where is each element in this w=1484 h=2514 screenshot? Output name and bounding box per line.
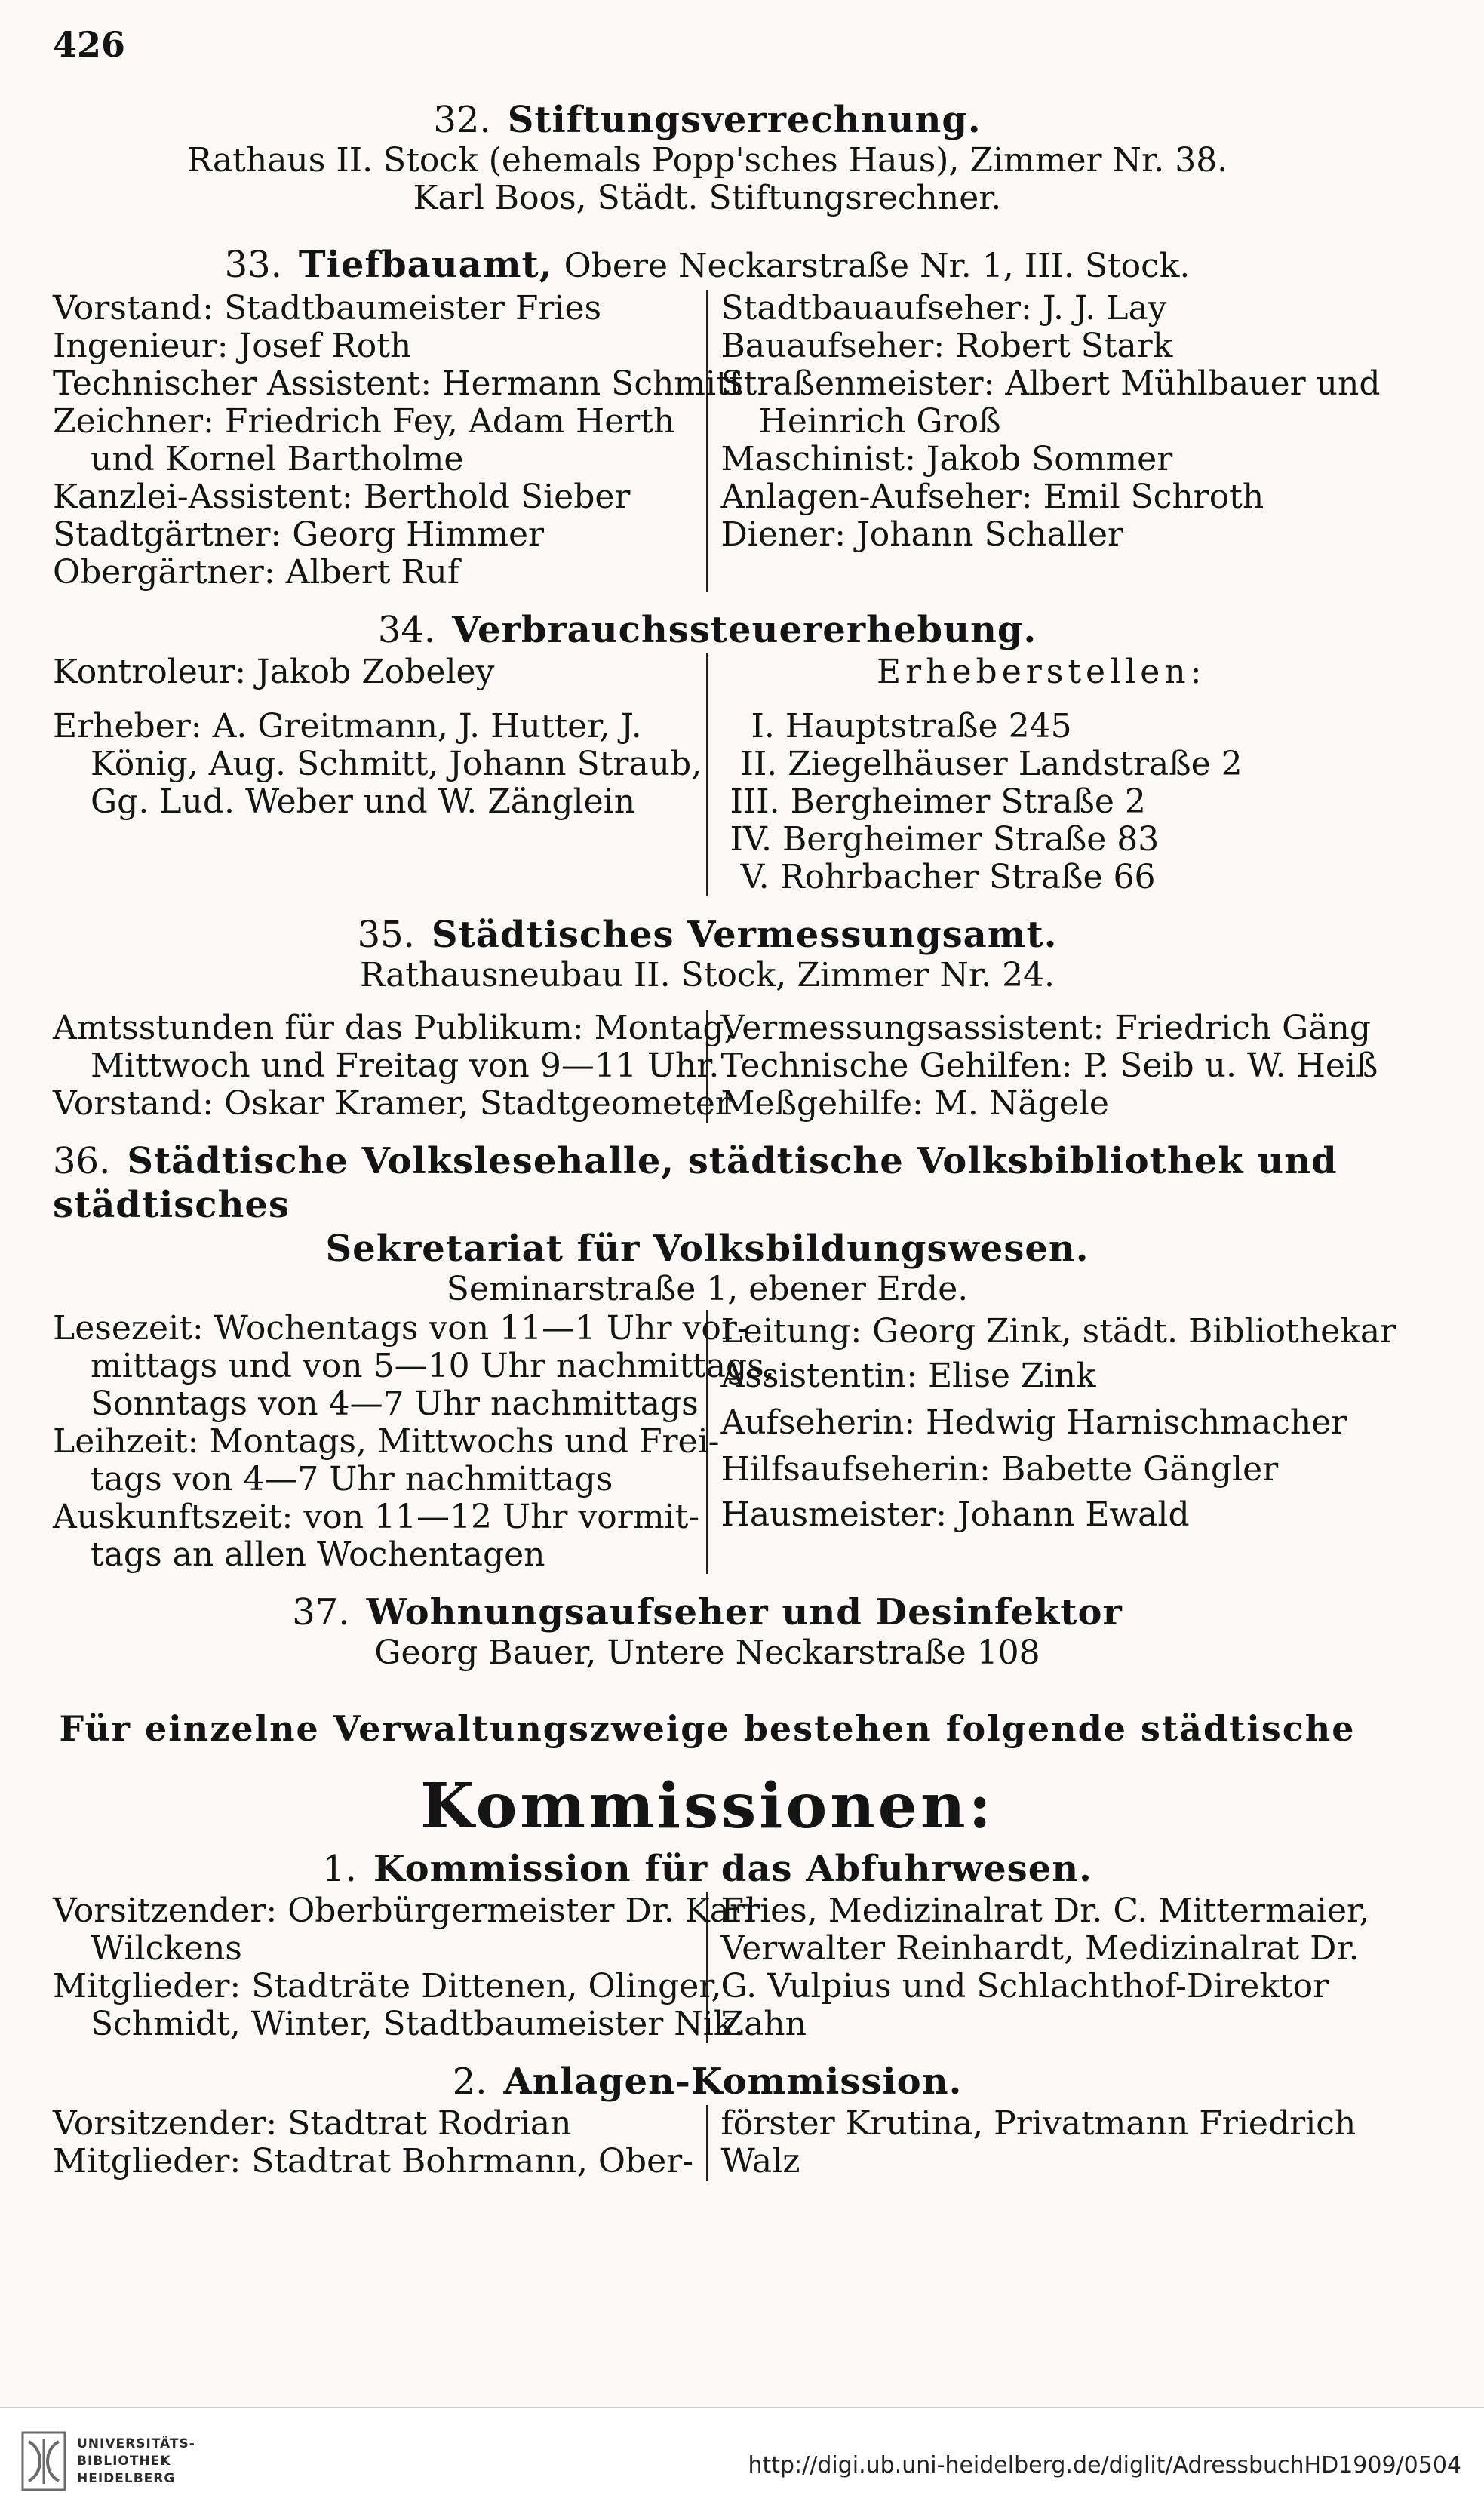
staff-line: Amtsstunden für das Publikum: Montag,: [53, 1009, 735, 1047]
section-36-number: 36.: [53, 1140, 111, 1182]
member-line: Walz: [720, 2142, 800, 2181]
section-32-location: Rathaus II. Stock (ehemals Popp'sches Haus), Zimmer Nr. 38.: [186, 141, 1228, 180]
section-33-address: Obere Neckarstraße Nr. 1, III. Stock.: [564, 247, 1191, 285]
commission-1-number: 1.: [322, 1848, 357, 1890]
collection-points-header: Erheberstellen:: [877, 653, 1206, 691]
commission-2-number: 2.: [452, 2061, 487, 2103]
staff-line: König, Aug. Schmitt, Johann Straub,: [91, 745, 702, 783]
section-34-right-column: [708, 653, 1363, 896]
section-35-left-column: [53, 1009, 735, 1123]
section-33-right-column: [708, 289, 1381, 592]
section-36-heading: [53, 1139, 1362, 1227]
section-34-left-column: [53, 653, 708, 896]
member-line: Zahn: [720, 2005, 807, 2043]
section-34-title: Verbrauchssteuererhebung.: [452, 609, 1037, 651]
staff-line: Straßenmeister: Albert Mühlbauer und: [720, 364, 1381, 403]
section-34-heading: [53, 608, 1362, 652]
commission-2-right-column: [708, 2105, 1363, 2181]
logo-text-line: HEIDELBERG: [77, 2471, 176, 2486]
collection-point: V. Rohrbacher Straße 66: [740, 858, 1156, 896]
library-logo-icon: [21, 2431, 66, 2491]
section-33-heading: [53, 243, 1362, 288]
section-37-heading: [53, 1590, 1362, 1634]
collection-point: III. Bergheimer Straße 2: [730, 782, 1146, 821]
staff-line: Leitung: Georg Zink, städt. Bibliothekar: [720, 1312, 1396, 1351]
hours-line: Lesezeit: Wochentags von 11—1 Uhr vor-: [53, 1309, 748, 1348]
commission-2-columns: [53, 2105, 1362, 2181]
hours-line: tags an allen Wochentagen: [91, 1535, 545, 1574]
staff-line: Diener: Johann Schaller: [720, 515, 1124, 554]
hours-line: mittags und von 5—10 Uhr nachmittags,: [91, 1347, 775, 1385]
section-33-number: 33.: [224, 244, 282, 286]
staff-line: Bauaufseher: Robert Stark: [720, 327, 1173, 365]
section-37-person: Georg Bauer, Untere Neckarstraße 108: [374, 1633, 1040, 1672]
staff-line: Assistentin: Elise Zink: [720, 1357, 1096, 1395]
footer-bar: [0, 2407, 1484, 2514]
collection-point: I. Hauptstraße 245: [751, 707, 1072, 745]
section-32-heading: [53, 98, 1362, 142]
member-line: förster Krutina, Privatmann Friedrich: [720, 2104, 1356, 2143]
section-32-person: Karl Boos, Städt. Stiftungsrechner.: [413, 179, 1002, 217]
commission-1-columns: [53, 1892, 1370, 2043]
commission-2-left-column: [53, 2105, 708, 2181]
member-line: Mitglieder: Stadträte Dittenen, Olinger,: [53, 1967, 722, 2005]
section-35-title: Städtisches Vermessungsamt.: [431, 914, 1058, 956]
section-35-columns: [53, 1009, 1378, 1123]
section-36-right-column: [708, 1310, 1396, 1574]
staff-line: und Kornel Bartholme: [91, 440, 464, 478]
member-line: Wilckens: [91, 1929, 242, 1968]
section-34-columns: [53, 653, 1362, 896]
member-line: Schmidt, Winter, Stadtbaumeister Nik.: [91, 2005, 745, 2043]
page-content: [53, 98, 1396, 2184]
hours-line: tags von 4—7 Uhr nachmittags: [91, 1460, 613, 1498]
staff-line: Vorstand: Oskar Kramer, Stadtgeometer: [53, 1084, 731, 1123]
section-36-location: Seminarstraße 1, ebener Erde.: [446, 1270, 969, 1308]
staff-line: Vermessungsassistent: Friedrich Gäng: [720, 1009, 1372, 1047]
staff-line: Mittwoch und Freitag von 9—11 Uhr.: [91, 1046, 720, 1085]
staff-line: Aufseherin: Hedwig Harnischmacher: [720, 1403, 1347, 1442]
section-33-columns: [53, 289, 1381, 592]
staff-line: Technischer Assistent: Hermann Schmitt: [53, 364, 743, 403]
staff-line: Ingenieur: Josef Roth: [53, 327, 412, 365]
library-logo-text: [77, 2436, 195, 2488]
staff-line: Kanzlei-Assistent: Berthold Sieber: [53, 478, 631, 516]
staff-line: Maschinist: Jakob Sommer: [720, 440, 1173, 478]
staff-line: Technische Gehilfen: P. Seib u. W. Heiß: [720, 1046, 1378, 1085]
commissions-title: Kommissionen:: [420, 1770, 994, 1842]
hours-line: Sonntags von 4—7 Uhr nachmittags: [91, 1385, 699, 1423]
hours-line: Leihzeit: Montags, Mittwochs und Frei-: [53, 1422, 720, 1461]
commission-1-right-column: [708, 1892, 1370, 2043]
staff-line: Hilfsaufseherin: Babette Gängler: [720, 1450, 1279, 1489]
member-line: G. Vulpius und Schlachthof-Direktor: [720, 1967, 1329, 2005]
section-35-right-column: [708, 1009, 1378, 1123]
staff-line: Heinrich Groß: [758, 402, 1001, 441]
member-line: Vorsitzender: Stadtrat Rodrian: [53, 2104, 572, 2143]
member-line: Verwalter Reinhardt, Medizinalrat Dr.: [720, 1929, 1360, 1968]
staff-line: Obergärtner: Albert Ruf: [53, 553, 460, 592]
staff-line: Erheber: A. Greitmann, J. Hutter, J.: [53, 707, 642, 745]
section-34-number: 34.: [377, 609, 436, 651]
section-36-left-column: [53, 1309, 775, 1574]
section-33-title: Tiefbauamt,: [298, 244, 553, 286]
section-36-title-line1: Städtische Volkslesehalle, städtische Volksbibliothek und städtisches: [53, 1140, 1338, 1226]
logo-text-line: BIBLIOTHEK: [77, 2454, 171, 2469]
commission-1-title: Kommission für das Abfuhrwesen.: [373, 1848, 1092, 1890]
commission-2-title: Anlagen-Kommission.: [503, 2061, 963, 2103]
commission-2-heading: [53, 2060, 1362, 2104]
section-35-number: 35.: [357, 914, 415, 956]
section-33-left-column: [53, 289, 743, 592]
member-line: Vorsitzender: Oberbürgermeister Dr. Karl: [53, 1892, 757, 1930]
section-36-columns: [53, 1309, 1396, 1574]
section-35-location: Rathausneubau II. Stock, Zimmer Nr. 24.: [359, 956, 1055, 994]
member-line: Mitglieder: Stadtrat Bohrmann, Ober-: [53, 2142, 694, 2181]
section-32-title: Stiftungsverrechnung.: [507, 99, 982, 141]
commission-1-heading: [53, 1847, 1362, 1891]
hours-line: Auskunftszeit: von 11—12 Uhr vormit-: [53, 1498, 700, 1536]
collection-point: II. Ziegelhäuser Landstraße 2: [740, 745, 1243, 783]
section-32-number: 32.: [433, 99, 491, 141]
staff-line: Meßgehilfe: M. Nägele: [720, 1084, 1109, 1123]
staff-line: Anlagen-Aufseher: Emil Schroth: [720, 478, 1264, 516]
logo-text-line: UNIVERSITÄTS-: [77, 2436, 195, 2451]
section-37-title: Wohnungsaufseher und Desinfektor: [366, 1591, 1123, 1633]
source-url[interactable]: http://digi.ub.uni-heidelberg.de/diglit/AdressbuchHD1909/0504: [748, 2452, 1461, 2479]
section-35-heading: [53, 913, 1362, 957]
section-36-heading-line2: [53, 1227, 1362, 1271]
staff-line: Vorstand: Stadtbaumeister Fries: [53, 289, 602, 327]
staff-line: Gg. Lud. Weber und W. Zänglein: [91, 782, 636, 821]
commissions-intro: Für einzelne Verwaltungszweige bestehen folgende städtische: [59, 1708, 1356, 1749]
staff-line: Stadtbauaufseher: J. J. Lay: [720, 289, 1167, 327]
section-36-title-line2: Sekretariat für Volksbildungswesen.: [325, 1228, 1089, 1270]
member-line: Fries, Medizinalrat Dr. C. Mittermaier,: [720, 1892, 1370, 1930]
collection-point: IV. Bergheimer Straße 83: [730, 820, 1160, 859]
commission-1-left-column: [53, 1892, 757, 2043]
section-37-number: 37.: [292, 1591, 350, 1633]
page-number: 426: [53, 24, 126, 65]
staff-line: Stadtgärtner: Georg Himmer: [53, 515, 545, 554]
staff-line: Hausmeister: Johann Ewald: [720, 1495, 1190, 1534]
staff-line: Kontroleur: Jakob Zobeley: [53, 653, 495, 691]
staff-line: Zeichner: Friedrich Fey, Adam Herth: [53, 402, 675, 441]
